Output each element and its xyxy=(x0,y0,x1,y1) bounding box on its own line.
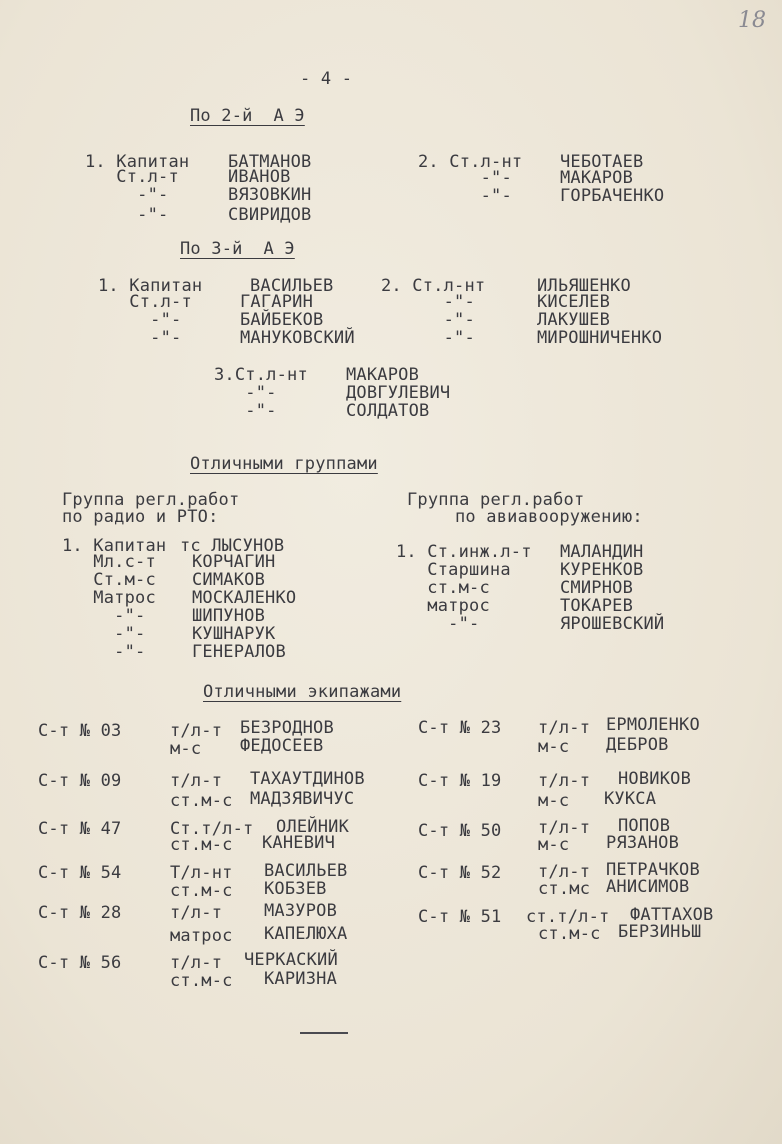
radio-member-rank: -"- xyxy=(62,624,146,644)
crew-plane-number: С-т № 19 xyxy=(418,771,502,791)
section-2ae-heading: По 2-й А Э xyxy=(190,106,305,126)
section-3ae-left-name: МАНУКОВСКИЙ xyxy=(240,328,355,348)
avia-member-name: КУРЕНКОВ xyxy=(560,560,644,580)
crew-rank: м-с xyxy=(170,739,202,759)
section-3ae-right-name: КИСЕЛЕВ xyxy=(537,292,611,312)
section-2ae-left-rank: -"- xyxy=(85,205,169,225)
crew-rank: т/л-т xyxy=(170,953,223,973)
crew-plane-number: С-т № 54 xyxy=(38,863,122,883)
crew-plane-number: С-т № 03 xyxy=(38,721,122,741)
section-2ae-right-name: ЧЕБОТАЕВ xyxy=(560,152,644,172)
avia-member-rank: Старшина xyxy=(396,560,511,580)
crew-rank: ст.м-с xyxy=(170,971,233,991)
crew-name: ФАТТАХОВ xyxy=(630,905,714,925)
radio-member-name: КОРЧАГИН xyxy=(192,552,276,572)
radio-member-rank: Матрос xyxy=(62,588,156,608)
radio-group-subtitle: по радио и РТО: xyxy=(62,507,219,527)
radio-member-name: ГЕНЕРАЛОВ xyxy=(192,642,286,662)
avia-member-name: МАЛАНДИН xyxy=(560,542,644,562)
crew-rank: ст.м-с xyxy=(170,881,233,901)
crew-plane-number: С-т № 51 xyxy=(418,907,502,927)
crew-rank: т/л-т xyxy=(538,862,591,882)
radio-member-name: КУШНАРУК xyxy=(192,624,276,644)
radio-member-rank: -"- xyxy=(62,606,146,626)
radio-member-rank: -"- xyxy=(62,642,146,662)
section-3ae-left-rank: 1. Капитан xyxy=(98,276,203,296)
section-3ae-third-name: СОЛДАТОВ xyxy=(346,401,430,421)
avia-member-rank: 1. Ст.инж.л-т xyxy=(396,542,532,562)
section-2ae-right-name: МАКАРОВ xyxy=(560,168,634,188)
section-2ae-left-rank: Ст.л-т xyxy=(85,167,179,187)
crew-rank: ст.м-с xyxy=(170,791,233,811)
crew-rank: т/л-т xyxy=(538,718,591,738)
crew-rank: ст.м-с xyxy=(170,835,233,855)
crew-rank: м-с xyxy=(538,737,570,757)
section-3ae-right-rank: 2. Ст.л-нт xyxy=(381,276,486,296)
section-3ae-left-name: ВАСИЛЬЕВ xyxy=(250,276,334,296)
crew-name: БЕЗРОДНОВ xyxy=(240,718,334,738)
crew-rank: матрос xyxy=(170,926,233,946)
crew-plane-number: С-т № 52 xyxy=(418,863,502,883)
crew-plane-number: С-т № 47 xyxy=(38,819,122,839)
crew-plane-number: С-т № 23 xyxy=(418,718,502,738)
crew-rank: ст.м-с xyxy=(538,924,601,944)
crew-name: ПЕТРАЧКОВ xyxy=(606,860,700,880)
crew-rank: т/л-т xyxy=(170,771,223,791)
section-2ae-right-rank: -"- xyxy=(418,168,512,188)
crew-name: БЕРЗИНЬШ xyxy=(618,922,702,942)
section-2ae-left-rank: -"- xyxy=(85,185,169,205)
crew-name: КАРИЗНА xyxy=(264,969,338,989)
crew-name: ЧЕРКАСКИЙ xyxy=(244,950,338,970)
section-3ae-third-rank: 3.Ст.л-нт xyxy=(214,365,308,385)
crew-rank: ст.мс xyxy=(538,879,591,899)
crew-plane-number: С-т № 56 xyxy=(38,953,122,973)
avia-member-name: ТОКАРЕВ xyxy=(560,596,634,616)
crew-name: ВАСИЛЬЕВ xyxy=(264,861,348,881)
crew-name: РЯЗАНОВ xyxy=(606,833,680,853)
section-3ae-right-name: ИЛЬЯШЕНКО xyxy=(537,276,631,296)
section-3ae-left-rank: Ст.л-т xyxy=(98,292,192,312)
closing-rule xyxy=(300,1032,348,1034)
crew-rank: Ст.т/л-т xyxy=(170,819,254,839)
crew-name: КОБЗЕВ xyxy=(264,879,327,899)
section-3ae-right-rank: -"- xyxy=(381,328,475,348)
crews-heading: Отличными экипажами xyxy=(203,682,402,702)
crew-name: ОЛЕЙНИК xyxy=(276,817,350,837)
page-number: - 4 - xyxy=(300,69,353,89)
section-2ae-left-name: ИВАНОВ xyxy=(228,167,291,187)
crew-name: ЕРМОЛЕНКО xyxy=(606,715,700,735)
radio-member-rank: 1. Капитан xyxy=(62,536,167,556)
crew-rank: т/л-т xyxy=(170,721,223,741)
section-2ae-right-name: ГОРБАЧЕНКО xyxy=(560,186,665,206)
radio-member-name: СИМАКОВ xyxy=(192,570,266,590)
crew-rank: т/л-т xyxy=(538,771,591,791)
crew-rank: Т/л-нт xyxy=(170,863,233,883)
radio-group-title: Группа регл.работ xyxy=(62,490,240,510)
radio-member-name: ШИПУНОВ xyxy=(192,606,266,626)
avia-member-rank: ст.м-с xyxy=(396,578,490,598)
section-3ae-right-name: ЛАКУШЕВ xyxy=(537,310,611,330)
avia-group-title: Группа регл.работ xyxy=(407,490,585,510)
radio-member-rank: Ст.м-с xyxy=(62,570,156,590)
section-3ae-right-rank: -"- xyxy=(381,292,475,312)
section-2ae-left-name: ВЯЗОВКИН xyxy=(228,185,312,205)
avia-group-subtitle: по авиавооружению: xyxy=(455,507,643,527)
crew-name: АНИСИМОВ xyxy=(606,877,690,897)
crew-name: МАЗУРОВ xyxy=(264,901,338,921)
avia-member-name: ЯРОШЕВСКИЙ xyxy=(560,614,665,634)
section-2ae-left-name: БАТМАНОВ xyxy=(228,152,312,172)
crew-name: КАНЕВИЧ xyxy=(262,833,336,853)
section-3ae-third-name: ДОВГУЛЕВИЧ xyxy=(346,383,451,403)
crew-name: ФЕДОСЕЕВ xyxy=(240,736,324,756)
crew-rank: м-с xyxy=(538,791,570,811)
section-3ae-left-rank: -"- xyxy=(98,310,182,330)
crew-rank: т/л-т xyxy=(538,818,591,838)
crew-rank: м-с xyxy=(538,835,570,855)
crew-name: НОВИКОВ xyxy=(618,769,692,789)
section-3ae-left-rank: -"- xyxy=(98,328,182,348)
section-3ae-right-name: МИРОШНИЧЕНКО xyxy=(537,328,663,348)
crew-name: КУКСА xyxy=(604,789,657,809)
avia-member-rank: матрос xyxy=(396,596,490,616)
section-3ae-right-rank: -"- xyxy=(381,310,475,330)
section-3ae-heading: По 3-й А Э xyxy=(180,239,295,259)
crew-rank: т/л-т xyxy=(170,903,223,923)
crew-name: ДЕБРОВ xyxy=(606,735,669,755)
radio-member-name: тс ЛЫСУНОВ xyxy=(180,536,285,556)
groups-heading: Отличными группами xyxy=(190,454,378,474)
section-3ae-left-name: ГАГАРИН xyxy=(240,292,314,312)
crew-name: ТАХАУТДИНОВ xyxy=(250,769,365,789)
section-2ae-right-rank: -"- xyxy=(418,186,512,206)
section-2ae-right-rank: 2. Ст.л-нт xyxy=(418,152,523,172)
section-3ae-third-rank: -"- xyxy=(214,383,277,403)
crew-plane-number: С-т № 09 xyxy=(38,771,122,791)
archive-page-mark: 18 xyxy=(738,8,766,33)
crew-rank: ст.т/л-т xyxy=(526,907,610,927)
section-3ae-third-name: МАКАРОВ xyxy=(346,365,420,385)
avia-member-rank: -"- xyxy=(396,614,480,634)
crew-plane-number: С-т № 50 xyxy=(418,821,502,841)
section-2ae-left-name: СВИРИДОВ xyxy=(228,205,312,225)
crew-plane-number: С-т № 28 xyxy=(38,903,122,923)
avia-member-name: СМИРНОВ xyxy=(560,578,634,598)
crew-name: ПОПОВ xyxy=(618,816,671,836)
radio-member-name: МОСКАЛЕНКО xyxy=(192,588,297,608)
section-3ae-left-name: БАЙБЕКОВ xyxy=(240,310,324,330)
section-2ae-left-rank: 1. Капитан xyxy=(85,152,190,172)
crew-name: МАДЗЯВИЧУС xyxy=(250,789,355,809)
crew-name: КАПЕЛЮХА xyxy=(264,924,348,944)
radio-member-rank: Мл.с-т xyxy=(62,552,156,572)
section-3ae-third-rank: -"- xyxy=(214,401,277,421)
